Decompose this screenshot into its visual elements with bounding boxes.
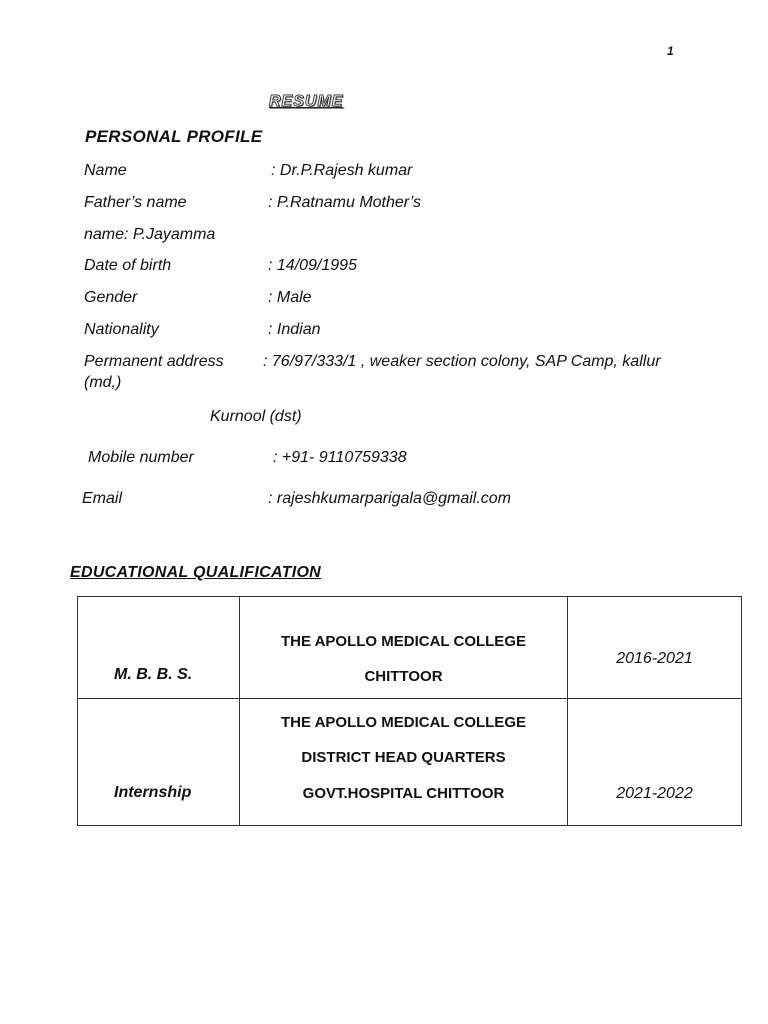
gender-value: : Male — [268, 289, 312, 306]
institution-cell — [240, 699, 568, 826]
degree: Internship — [114, 784, 192, 801]
institution-line: GOVT.HOSPITAL CHITTOOR — [302, 785, 505, 802]
address-line-2: Kurnool (dst) — [210, 408, 302, 425]
table-row — [78, 597, 742, 699]
institution-line: DISTRICT HEAD QUARTERS — [301, 749, 506, 766]
mobile-label: Mobile number — [88, 449, 194, 466]
dob-value: : 14/09/1995 — [268, 257, 357, 274]
degree: M. B. B. S. — [114, 666, 193, 683]
nationality-value: : Indian — [268, 321, 321, 338]
institution-line: THE APOLLO MEDICAL COLLEGE — [280, 714, 526, 731]
institution-line: CHITTOOR — [364, 668, 443, 685]
table-row — [78, 699, 742, 826]
email-label: Email — [82, 490, 123, 507]
father-name-value: : P.Ratnamu Mother’s — [268, 194, 421, 211]
address-value: : 76/97/333/1 , weaker section colony, SAP Camp, kallur — [263, 353, 661, 370]
email-value: : rajeshkumarparigala@gmail.com — [268, 490, 511, 507]
years-cell — [568, 597, 742, 699]
institution-cell — [240, 597, 568, 699]
document-title: RESUME — [269, 93, 344, 110]
personal-profile-heading: PERSONAL PROFILE — [85, 127, 263, 146]
dob-label: Date of birth — [84, 257, 172, 274]
name-label: Name — [84, 162, 127, 179]
degree-cell — [78, 597, 240, 699]
mobile-value: : +91- 9110759338 — [273, 449, 407, 466]
father-name-label: Father’s name — [84, 194, 187, 211]
page-number: 1 — [667, 44, 674, 58]
name-value: : Dr.P.Rajesh kumar — [271, 162, 413, 179]
education-heading: EDUCATIONAL QUALIFICATION — [70, 564, 322, 581]
years: 2021-2022 — [616, 785, 693, 802]
gender-label: Gender — [84, 289, 138, 306]
years: 2016-2021 — [616, 650, 693, 667]
education-table — [77, 596, 742, 826]
nationality-label: Nationality — [84, 321, 159, 338]
address-continuation: (md,) — [84, 374, 122, 391]
years-cell — [568, 699, 742, 826]
address-label: Permanent address — [84, 353, 224, 370]
mother-name-line: name: P.Jayamma — [84, 226, 216, 243]
institution-line: THE APOLLO MEDICAL COLLEGE — [280, 633, 526, 650]
degree-cell — [78, 699, 240, 826]
